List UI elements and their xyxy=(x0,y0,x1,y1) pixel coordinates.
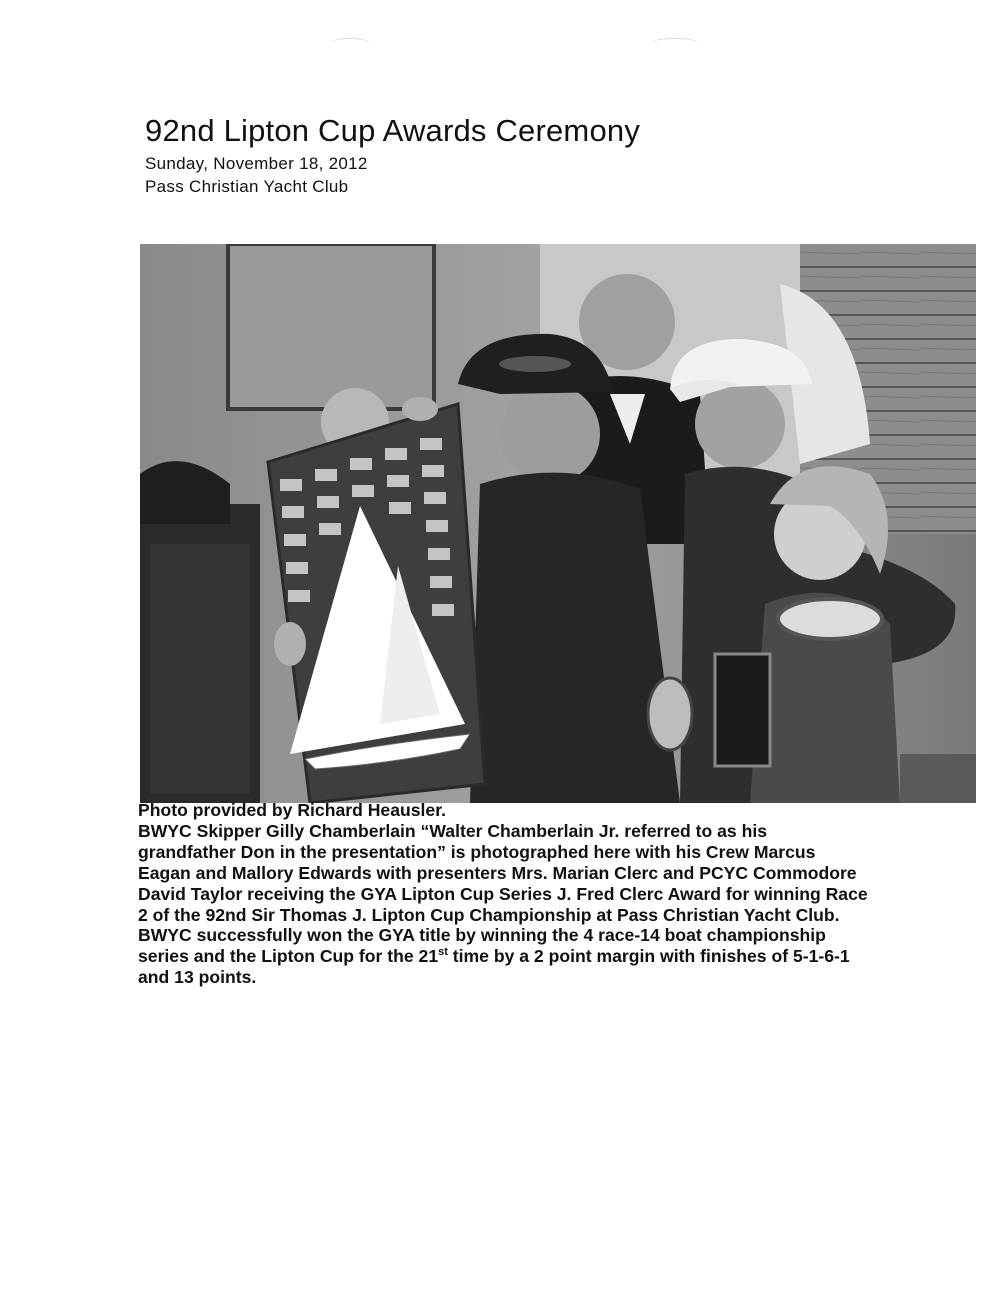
event-venue: Pass Christian Yacht Club xyxy=(145,177,349,196)
page-title: 92nd Lipton Cup Awards Ceremony xyxy=(145,113,641,148)
scan-smudge xyxy=(650,38,700,49)
ordinal-suffix: st xyxy=(438,946,448,959)
photo-credit: Photo provided by Richard Heausler. xyxy=(138,800,446,820)
photo-caption xyxy=(138,800,868,988)
award-photo xyxy=(140,244,976,803)
scan-smudge xyxy=(330,38,370,49)
event-date: Sunday, November 18, 2012 xyxy=(145,154,368,173)
caption-body: BWYC Skipper Gilly Chamberlain “Walter Chamberlain Jr. referred to as his grandfather Don in the presentation” is photographed here with his Crew Marcus Eagan and Mallory Edwards with presenters Mrs. Marian Clerc and PCYC Commodore David Taylor receiving the GYA Lipton Cup Series J. Fred Clerc Award for winning Race 2 of the 92nd Sir Thomas J. Lipton Cup Championship at Pass Christian Yacht Club. BWYC successfully won the GYA title by winning the 4 race-14 boat championship series and the Lipton Cup for the 21st time by a 2 point margin with finishes of 5-1-6-1 and 13 points. xyxy=(138,820,868,988)
